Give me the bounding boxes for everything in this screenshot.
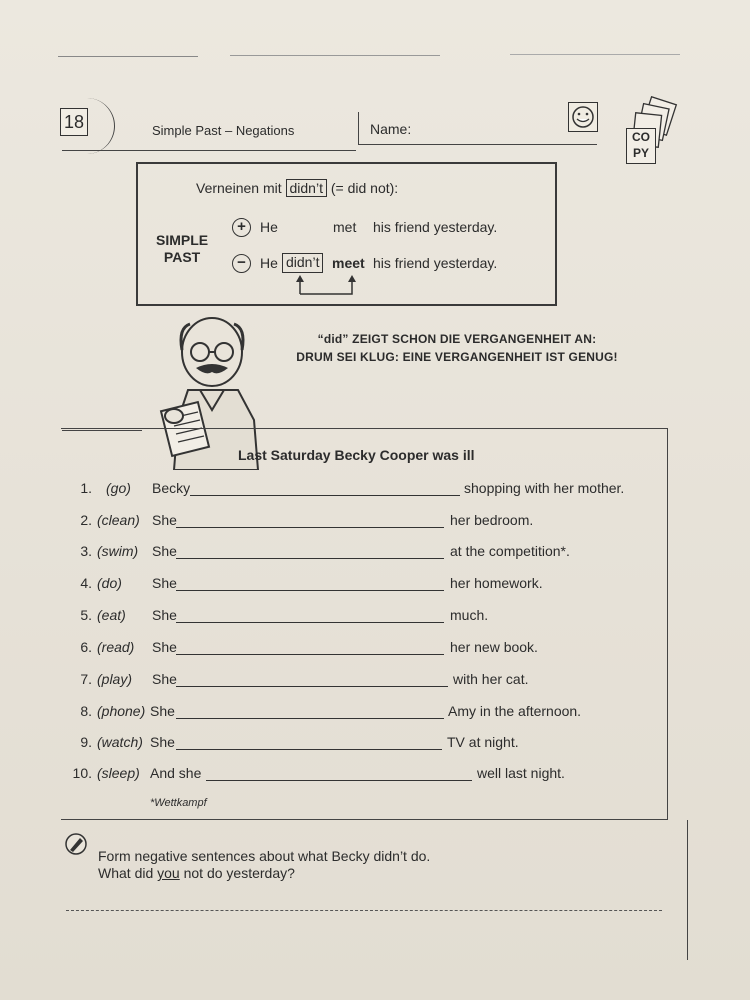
exercise-item xyxy=(0,639,750,659)
item-verb: (do) xyxy=(97,575,122,591)
item-verb: (phone) xyxy=(97,703,146,719)
item-rest: her homework. xyxy=(450,575,543,591)
top-rule-left xyxy=(58,56,198,57)
negative-aux-boxed: didn’t xyxy=(282,253,323,273)
answer-blank[interactable] xyxy=(190,495,460,496)
item-subject: She xyxy=(152,512,177,528)
item-subject: And she xyxy=(150,765,202,781)
item-rest: Amy in the afternoon. xyxy=(448,703,582,719)
item-verb: (watch) xyxy=(97,734,143,750)
item-subject: She xyxy=(150,703,175,719)
item-rest: much. xyxy=(450,607,489,623)
connector-arrows-icon xyxy=(290,272,362,296)
item-rest: with her cat. xyxy=(453,671,529,687)
item-verb: (read) xyxy=(97,639,135,655)
item-verb: (clean) xyxy=(97,512,140,528)
item-number: 9. xyxy=(80,734,92,750)
item-verb: (eat) xyxy=(97,607,126,623)
minus-icon: − xyxy=(232,254,251,273)
task-line1: Form negative sentences about what Becky didn’t do. xyxy=(98,848,431,864)
exercise-item xyxy=(0,575,750,595)
item-verb: (go) xyxy=(106,480,131,496)
answer-blank[interactable] xyxy=(176,654,444,655)
item-rest: well last night. xyxy=(477,765,565,781)
exercise-item xyxy=(0,512,750,532)
writing-task xyxy=(98,848,430,882)
positive-subject: He xyxy=(260,219,278,235)
tense-label-line2: PAST xyxy=(163,249,201,265)
item-rest: her bedroom. xyxy=(450,512,534,528)
item-subject: She xyxy=(150,734,175,750)
negative-verb: meet xyxy=(332,255,365,271)
item-number: 2. xyxy=(80,512,92,528)
answer-blank[interactable] xyxy=(206,780,472,781)
motto-line1: “did” ZEIGT SCHON DIE VERGANGENHEIT AN: xyxy=(317,332,597,346)
motto-text xyxy=(292,330,622,366)
answer-blank[interactable] xyxy=(176,749,442,750)
rule-title-suffix: (= did not): xyxy=(330,180,399,196)
item-rest: shopping with her mother. xyxy=(464,480,625,496)
header-underline xyxy=(62,150,356,151)
task-line2-underlined: you xyxy=(157,865,180,881)
name-label: Name: xyxy=(370,121,412,137)
rule-title xyxy=(196,180,398,196)
item-number: 8. xyxy=(80,703,92,719)
plus-icon: + xyxy=(232,218,251,237)
tense-label-line1: SIMPLE xyxy=(156,232,209,248)
answer-blank[interactable] xyxy=(176,622,444,623)
item-verb: (sleep) xyxy=(97,765,140,781)
item-subject: She xyxy=(152,671,177,687)
item-rest: her new book. xyxy=(450,639,538,655)
item-rest: at the competition*. xyxy=(450,543,570,559)
item-number: 4. xyxy=(80,575,92,591)
answer-blank[interactable] xyxy=(176,590,444,591)
negative-subject: He xyxy=(260,255,278,271)
item-number: 3. xyxy=(80,543,92,559)
copy-label-bottom: PY xyxy=(632,146,649,160)
answer-line[interactable] xyxy=(66,910,662,911)
tense-label xyxy=(156,232,208,266)
item-verb: (play) xyxy=(97,671,133,687)
answer-blank[interactable] xyxy=(176,558,444,559)
positive-verb: met xyxy=(333,219,357,235)
exercise-item xyxy=(0,703,750,723)
didnt-boxed: didn’t xyxy=(286,179,327,197)
motto-line2: DRUM SEI KLUG: EINE VERGANGENHEIT IST GENUG! xyxy=(296,350,618,364)
answer-blank[interactable] xyxy=(176,527,444,528)
positive-rest: his friend yesterday. xyxy=(373,219,498,235)
negative-rest: his friend yesterday. xyxy=(373,255,498,271)
top-rule-right xyxy=(510,54,680,55)
answer-blank[interactable] xyxy=(176,718,444,719)
item-number: 10. xyxy=(72,765,92,781)
pencil-icon xyxy=(64,832,88,856)
item-subject: She xyxy=(152,639,177,655)
copy-label-box xyxy=(626,128,656,164)
item-number: 7. xyxy=(80,671,92,687)
footnote: *Wettkampf xyxy=(150,797,207,809)
exercise-item xyxy=(0,671,750,691)
lesson-number: 18 xyxy=(60,108,88,136)
right-margin-line xyxy=(687,820,688,960)
task-line2 xyxy=(98,865,430,882)
task-line2-before: What did xyxy=(98,865,154,881)
item-number: 1. xyxy=(80,480,92,496)
top-rule-mid xyxy=(230,55,440,56)
worksheet-subtitle: Simple Past – Negations xyxy=(152,123,295,138)
answer-blank[interactable] xyxy=(176,686,448,687)
exercise-title: Last Saturday Becky Cooper was ill xyxy=(238,447,475,463)
item-number: 6. xyxy=(80,639,92,655)
item-subject: She xyxy=(152,543,177,559)
exercise-item xyxy=(0,607,750,627)
exercise-item xyxy=(0,765,750,785)
item-subject: She xyxy=(152,575,177,591)
copy-label-top: CO xyxy=(632,130,650,144)
item-verb: (swim) xyxy=(97,543,139,559)
item-subject: Becky xyxy=(152,480,191,496)
smiley-icon xyxy=(568,102,598,132)
item-number: 5. xyxy=(80,607,92,623)
item-subject: She xyxy=(152,607,177,623)
rule-title-prefix: Verneinen mit xyxy=(196,180,282,196)
task-line2-after: not do yesterday? xyxy=(183,865,295,881)
exercise-item xyxy=(0,480,750,500)
exercise-item xyxy=(0,543,750,563)
item-rest: TV at night. xyxy=(447,734,519,750)
exercise-item xyxy=(0,734,750,754)
